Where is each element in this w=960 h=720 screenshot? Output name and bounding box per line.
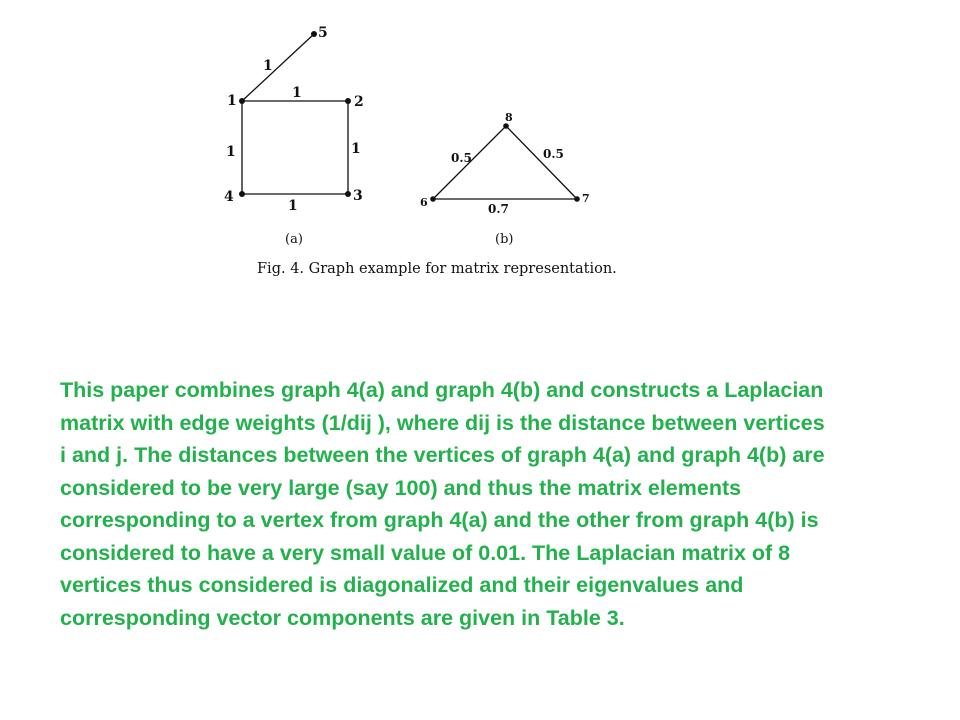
edge-8-7-weight: 0.5 — [543, 147, 564, 161]
node-6-label: 6 — [420, 196, 428, 209]
node-8 — [503, 123, 509, 129]
node-2-label: 2 — [354, 94, 364, 110]
graph-figure — [200, 10, 660, 300]
node-1-label: 1 — [227, 93, 237, 109]
node-1 — [239, 98, 245, 104]
body-line-8: corresponding vector components are given in Table 3. — [60, 605, 625, 630]
graph-a-label: (a) — [285, 232, 303, 247]
edge-6-8-weight: 0.5 — [451, 151, 472, 165]
figure-caption: Fig. 4. Graph example for matrix representation. — [257, 261, 617, 277]
node-5-label: 5 — [318, 25, 328, 41]
node-2 — [345, 98, 351, 104]
body-line-7: vertices thus considered is diagonalized and their eigenvalues and — [60, 573, 744, 597]
node-8-label: 8 — [505, 111, 513, 124]
edge-1-5 — [242, 34, 314, 101]
body-line-6: considered to have a very small value of 0.01. The Laplacian matrix of 8 — [60, 540, 791, 565]
node-3-label: 3 — [353, 188, 363, 204]
body-line-4: considered to be very large (say 100) and thus the matrix elements — [60, 475, 742, 500]
edge-8-7 — [506, 126, 577, 199]
node-4 — [239, 191, 245, 197]
graph-a — [242, 34, 348, 194]
node-5 — [311, 31, 317, 37]
node-7-label: 7 — [582, 192, 590, 205]
body-line-5: corresponding to a vertex from graph 4(a) and the other from graph 4(b) is — [60, 508, 819, 532]
body-line-3: i and j. The distances between the vertices of graph 4(a) and graph 4(b) are — [60, 443, 825, 467]
node-4-label: 4 — [224, 189, 234, 205]
edge-6-7-weight: 0.7 — [488, 202, 509, 216]
edge-1-2-weight: 1 — [292, 85, 302, 101]
node-3 — [345, 191, 351, 197]
graph-b-label: (b) — [495, 232, 514, 247]
edge-1-4-weight: 1 — [226, 144, 236, 160]
edge-1-5-weight: 1 — [263, 58, 273, 74]
edge-4-3-weight: 1 — [288, 198, 298, 214]
body-line-2: matrix with edge weights (1/dij ), where dij is the distance between vertices — [60, 410, 825, 435]
body-line-1: This paper combines graph 4(a) and graph 4(b) and constructs a Laplacian — [60, 378, 824, 402]
node-6 — [430, 196, 436, 202]
body-paragraph — [60, 374, 930, 634]
edge-2-3-weight: 1 — [351, 141, 361, 157]
node-7 — [574, 196, 580, 202]
